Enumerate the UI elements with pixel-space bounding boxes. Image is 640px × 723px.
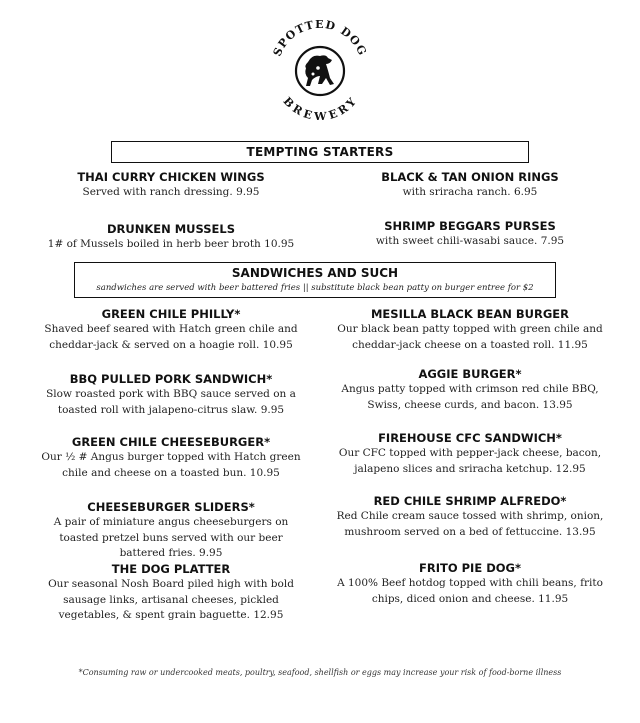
item-name: FRITO PIE DOG* (419, 561, 521, 575)
section-title: TEMPTING STARTERS (246, 145, 394, 159)
item-name: BLACK & TAN ONION RINGS (381, 170, 559, 184)
item-description: Slow roasted pork with BBQ sauce served on a toasted roll with jalapeno-citrus slaw. 9.95 (46, 388, 296, 416)
menu-item (36, 306, 306, 353)
menu-item (36, 561, 306, 624)
logo-text-top: SPOTTED DOG (270, 18, 370, 59)
menu-item (334, 430, 606, 477)
item-description: A pair of miniature angus cheeseburgers on toasted pretzel buns served with our beer battered fries. 9.95 (53, 516, 289, 559)
item-description: Served with ranch dressing. 9.95 (82, 186, 260, 198)
item-name: THAI CURRY CHICKEN WINGS (77, 170, 265, 184)
menu-item (334, 493, 606, 540)
menu-item (36, 434, 306, 481)
item-name: FIREHOUSE CFC SANDWICH* (378, 431, 562, 445)
item-name: RED CHILE SHRIMP ALFREDO* (373, 494, 567, 508)
item-name: AGGIE BURGER* (418, 367, 522, 381)
svg-text:BREWERY (281, 95, 360, 122)
section-title: SANDWICHES AND SUCH (231, 266, 399, 280)
item-name: MESILLA BLACK BEAN BURGER (370, 307, 570, 321)
item-description: Shaved beef seared with Hatch green chile and cheddar-jack & served on a hoagie roll. 10.95 (44, 323, 298, 351)
item-description: Our seasonal Nosh Board piled high with bold sausage links, artisanal cheeses, pickled vegetables, & spent grain baguette. 12.95 (48, 578, 294, 621)
logo-text-bottom: BREWERY (280, 94, 360, 122)
menu-item (36, 371, 306, 418)
menu-item (36, 499, 306, 562)
item-description: with sriracha ranch. 6.95 (402, 186, 538, 198)
item-name: SHRIMP BEGGARS PURSES (384, 219, 556, 233)
item-name: GREEN CHILE CHEESEBURGER* (71, 435, 271, 449)
item-name: CHEESEBURGER SLIDERS* (87, 500, 255, 514)
item-name: GREEN CHILE PHILLY* (101, 307, 241, 321)
item-description: Our CFC topped with pepper-jack cheese, bacon, jalapeno slices and sriracha ketchup. 12.95 (338, 447, 602, 475)
item-description: Our ½ # Angus burger topped with Hatch green chile and cheese on a toasted bun. 10.95 (41, 451, 301, 479)
menu-item (334, 306, 606, 353)
spotted-dog-logo (268, 18, 372, 122)
menu-item (334, 366, 606, 413)
item-description: 1# of Mussels boiled in herb beer broth 10.95 (47, 238, 295, 250)
item-name: THE DOG PLATTER (111, 562, 231, 576)
menu-item (36, 169, 306, 201)
section-header-starters (111, 141, 529, 163)
section-header-sandwiches (74, 262, 556, 298)
item-description: Our black bean patty topped with green chile and cheddar-jack cheese on a toasted roll. 11.95 (337, 323, 603, 351)
item-description: Red Chile cream sauce tossed with shrimp, onion, mushroom served on a bed of fettuccine. 13.95 (336, 510, 604, 538)
section-subtitle: sandwiches are served with beer battered fries || substitute black bean patty on burger entree for $2 (96, 283, 534, 293)
menu-item (36, 221, 306, 253)
menu-item (334, 560, 606, 607)
item-description: with sweet chili-wasabi sauce. 7.95 (375, 235, 565, 247)
item-description: A 100% Beef hotdog topped with chili beans, frito chips, diced onion and cheese. 11.95 (337, 577, 603, 605)
item-name: DRUNKEN MUSSELS (106, 222, 236, 236)
item-description: Angus patty topped with crimson red chile BBQ, Swiss, cheese curds, and bacon. 13.95 (341, 383, 599, 411)
menu-item (334, 218, 606, 250)
menu-item (334, 169, 606, 201)
item-name: BBQ PULLED PORK SANDWICH* (69, 372, 273, 386)
allergy-disclaimer: *Consuming raw or undercooked meats, poultry, seafood, shellfish or eggs may increase your risk of food-borne illness (78, 668, 562, 677)
